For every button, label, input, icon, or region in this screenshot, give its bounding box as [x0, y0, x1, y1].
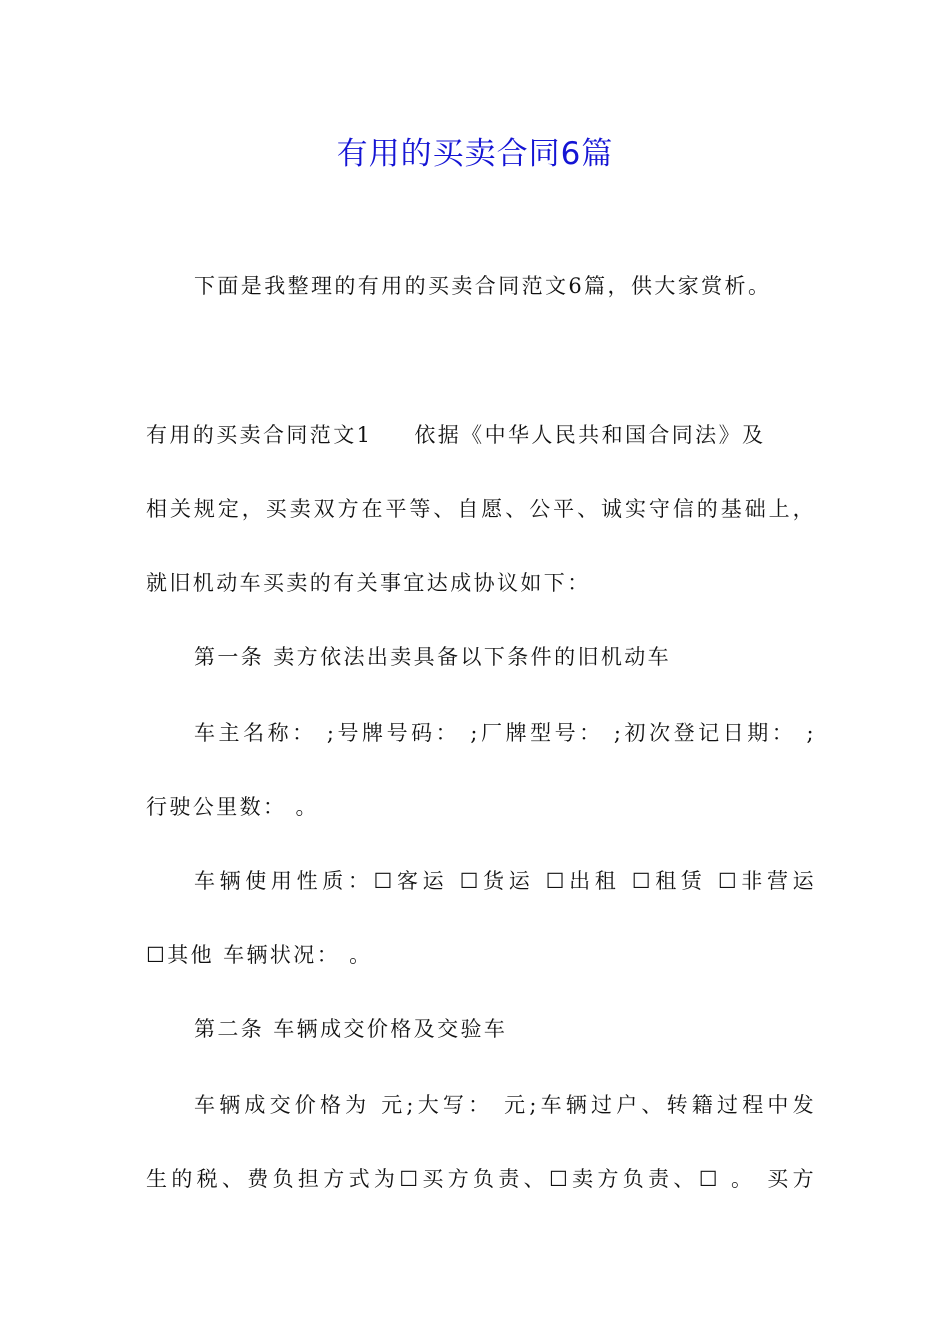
- section-title: 有用的买卖合同范文1: [146, 423, 373, 447]
- paragraph-line: 生的税、费负担方式为☐买方负责、☐卖方负责、☐ 。 买方: [146, 1167, 816, 1191]
- paragraph-line: 就旧机动车买卖的有关事宜达成协议如下：: [146, 571, 591, 595]
- article-2-heading: 第二条 车辆成交价格及交验车: [194, 1017, 508, 1041]
- paragraph-line: 相关规定，买卖双方在平等、自愿、公平、诚实守信的基础上，: [146, 497, 816, 521]
- document-title: 有用的买卖合同6篇: [336, 136, 614, 172]
- article-1-heading: 第一条 卖方依法出卖具备以下条件的旧机动车: [194, 645, 672, 669]
- intro-paragraph: 下面是我整理的有用的买卖合同范文6篇，供大家赏析。: [194, 274, 772, 298]
- paragraph-line: 车辆使用性质：☐客运 ☐货运 ☐出租 ☐租赁 ☐非营运: [194, 869, 816, 893]
- paragraph-line: 车主名称： ;号牌号码： ;厂牌型号： ;初次登记日期： ;: [194, 721, 816, 745]
- paragraph-text: 依据《中华人民共和国合同法》及: [414, 423, 766, 447]
- paragraph-line: 行驶公里数： 。: [146, 795, 319, 819]
- paragraph-line: ☐其他 车辆状况： 。: [146, 943, 373, 967]
- paragraph-line: [146, 420, 816, 450]
- paragraph-line: 车辆成交价格为 元;大写： 元;车辆过户、转籍过程中发: [194, 1093, 816, 1117]
